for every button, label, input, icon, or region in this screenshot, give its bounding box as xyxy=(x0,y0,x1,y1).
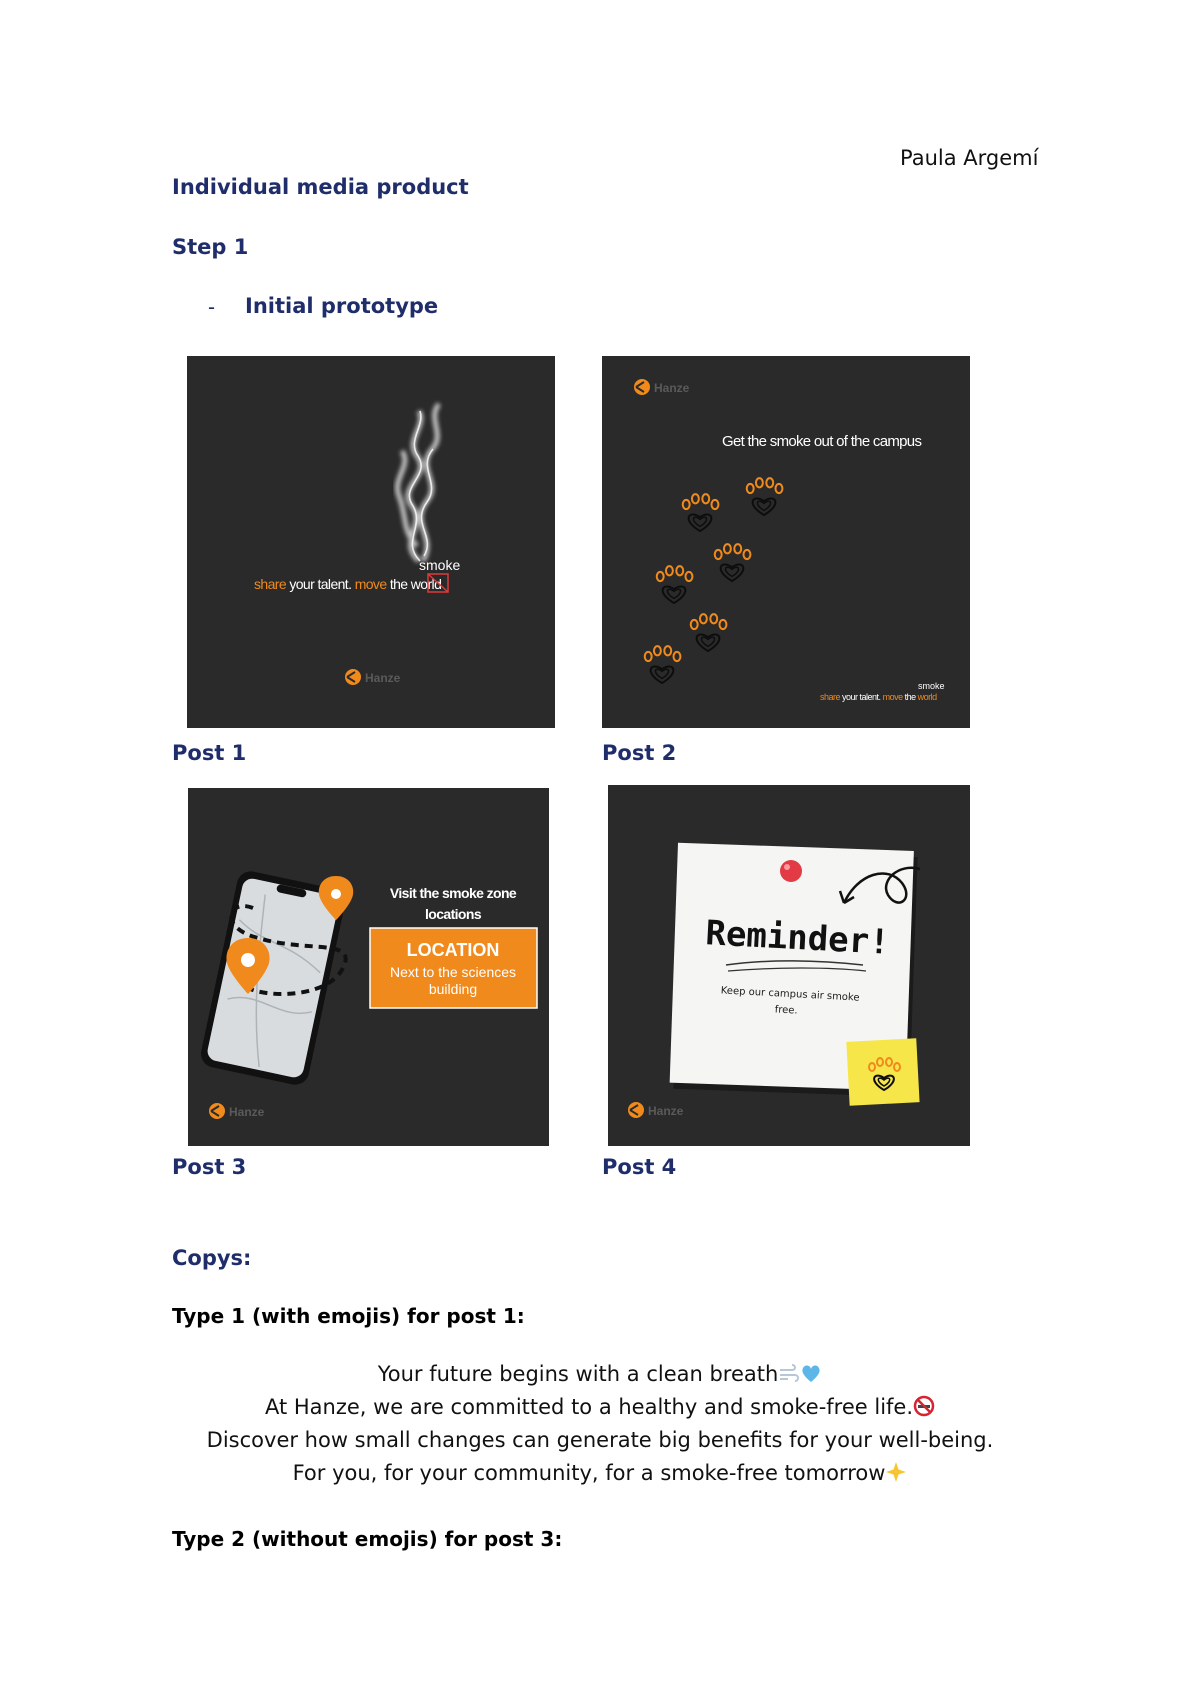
hanze-logo xyxy=(209,1103,265,1119)
copy-line-2: At Hanze, we are committed to a healthy and smoke-free life. xyxy=(170,1395,1030,1419)
location-box-line-1: Next to the sciences xyxy=(389,964,517,980)
no-smoking-icon xyxy=(913,1395,935,1417)
bullet-initial-prototype: Initial prototype xyxy=(245,294,439,318)
paw-heart-icon xyxy=(715,544,751,581)
paw-heart-icon xyxy=(747,478,783,515)
svg-text:Hanze: Hanze xyxy=(654,381,690,395)
post-2-headline: Get the smoke out of the campus xyxy=(722,433,922,450)
location-box-line-2: building xyxy=(428,981,478,997)
note-line-2: free. xyxy=(774,1004,798,1017)
author-name: Paula Argemí xyxy=(900,146,1039,170)
tagline: share your talent. move the world xyxy=(254,576,442,592)
document-title: Individual media product xyxy=(172,175,469,199)
paw-prints-illustration xyxy=(602,356,970,728)
sparkle-star-icon xyxy=(885,1461,907,1483)
note-line-1: Keep our campus air smoke xyxy=(720,985,860,1004)
push-pin-icon xyxy=(780,860,802,882)
blue-heart-icon xyxy=(800,1362,822,1384)
bullet-dash: - xyxy=(208,296,215,319)
step-heading: Step 1 xyxy=(172,235,249,259)
post-3-headline-1: Visit the smoke zone xyxy=(389,885,517,901)
svg-text:Hanze: Hanze xyxy=(365,671,401,685)
svg-text:Hanze: Hanze xyxy=(229,1105,265,1119)
post-3-caption: Post 3 xyxy=(172,1155,247,1179)
sticky-note xyxy=(846,1038,919,1106)
post-4-caption: Post 4 xyxy=(602,1155,677,1179)
reminder-note-illustration xyxy=(608,785,970,1146)
paw-heart-icon xyxy=(683,494,719,531)
wind-icon xyxy=(778,1362,800,1384)
post-3-image xyxy=(188,788,549,1146)
hanze-logo xyxy=(634,379,690,395)
copy-line-1: Your future begins with a clean breath xyxy=(170,1362,1030,1386)
type-2-heading: Type 2 (without emojis) for post 3: xyxy=(172,1527,563,1551)
post-1-caption: Post 1 xyxy=(172,741,247,765)
svg-text:Hanze: Hanze xyxy=(648,1104,684,1118)
smoke-illustration xyxy=(187,356,555,728)
paw-heart-icon xyxy=(657,566,693,603)
note-title: Reminder! xyxy=(704,913,891,963)
hanze-logo xyxy=(345,669,401,685)
location-illustration xyxy=(188,788,549,1146)
smoke-word: smoke xyxy=(419,557,461,573)
smoke-word: smoke xyxy=(918,681,945,691)
location-box-title: LOCATION xyxy=(406,940,500,960)
paw-heart-icon xyxy=(691,614,727,651)
post-1-image xyxy=(187,356,555,728)
copys-heading: Copys: xyxy=(172,1246,252,1270)
tagline: share your talent. move the world xyxy=(820,692,937,702)
post-4-image xyxy=(608,785,970,1146)
copy-line-4: For you, for your community, for a smoke-free tomorrow xyxy=(170,1461,1030,1485)
post-3-headline-2: locations xyxy=(424,906,482,922)
paw-heart-icon xyxy=(645,646,681,683)
copy-line-3: Discover how small changes can generate big benefits for your well-being. xyxy=(206,1428,994,1452)
post-2-caption: Post 2 xyxy=(602,741,677,765)
post-2-image xyxy=(602,356,970,728)
type-1-heading: Type 1 (with emojis) for post 1: xyxy=(172,1304,525,1328)
hanze-logo xyxy=(628,1102,684,1118)
